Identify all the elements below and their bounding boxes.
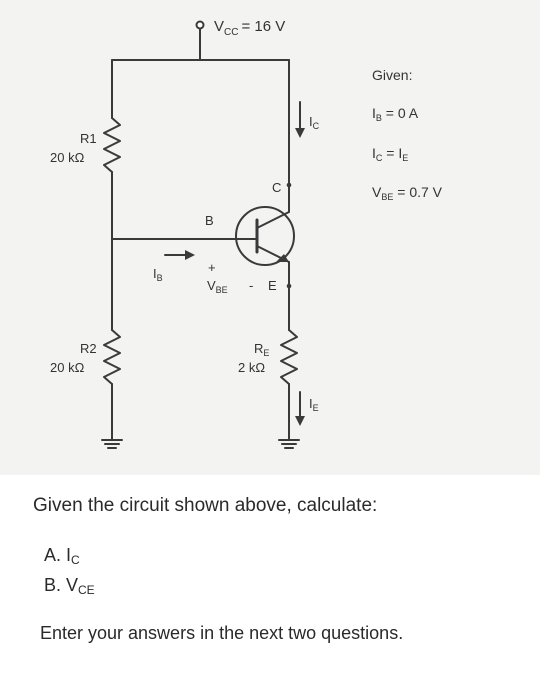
- emitter-node: [287, 284, 292, 289]
- svg-text:VCC= 16 V: $V_{CC} = 16$ V: [214, 18, 286, 38]
- svg-text:RE: $R_E$: [254, 341, 270, 358]
- r2-value: 20 kΩ: [50, 360, 85, 375]
- r1-resistor: [104, 118, 120, 172]
- r2-name: R2: [80, 341, 97, 356]
- vbe-plus: +: [208, 260, 216, 275]
- svg-text:VBE: $V_{BE}$: [207, 278, 228, 295]
- r2-resistor: [104, 330, 120, 384]
- svg-text:IC = IE: $I_C = I_E$: [372, 145, 409, 163]
- r1-name: R1: [80, 131, 97, 146]
- emitter-label: E: [268, 278, 277, 293]
- given-title: Given:: [372, 67, 413, 83]
- svg-text:VBE = 0.7 V: $V_{BE} = 0.7$ V: [372, 184, 443, 202]
- re-value: 2 kΩ: [238, 360, 266, 375]
- svg-text:IB = 0 A: $I_B = 0$ A: [372, 105, 419, 123]
- re-resistor: [281, 330, 297, 384]
- base-label: B: [205, 213, 214, 228]
- r1-value: 20 kΩ: [50, 150, 85, 165]
- vcc-terminal: [197, 22, 204, 29]
- collector-node: [287, 183, 292, 188]
- part-b-label: B. $V_{CE}$: [44, 575, 95, 597]
- svg-text:IE: $I_E$: [309, 396, 319, 413]
- svg-text:IB: $I_B$: [153, 266, 163, 283]
- part-a-label: A. $I_C$: [44, 545, 80, 567]
- collector-label: C: [272, 180, 282, 195]
- instruction-text: Enter your answers in the next two questions.: [40, 623, 404, 643]
- svg-text:IC: $I_C$: [309, 114, 320, 131]
- question-prompt: Given the circuit shown above, calculate:: [33, 495, 378, 516]
- vbe-minus: -: [249, 278, 254, 293]
